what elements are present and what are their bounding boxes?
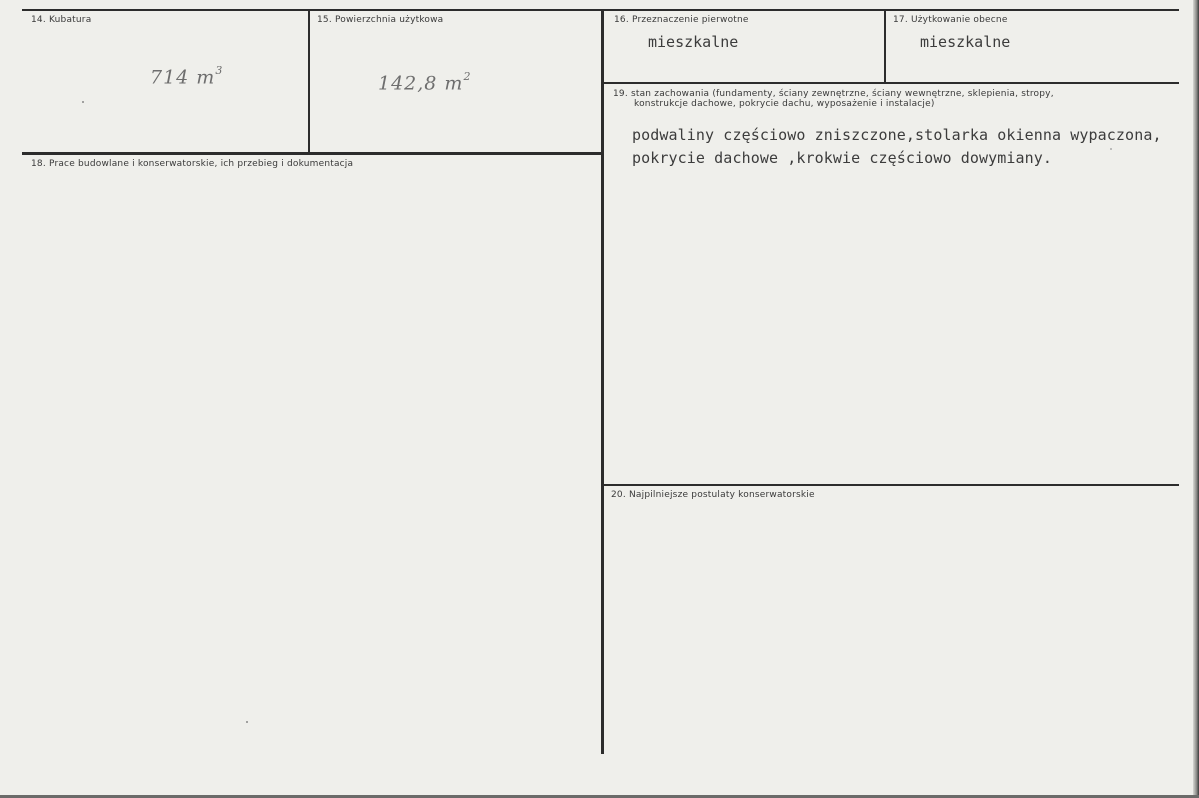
field-15-value-text: 142,8 m [378, 72, 464, 95]
field-14-label: 14. Kubatura [31, 15, 92, 25]
card-right-edge [1193, 0, 1199, 798]
field-15-value [378, 72, 471, 94]
paper-speck [82, 101, 84, 103]
field-14-value-sup: 3 [215, 64, 224, 77]
rule-above-18 [22, 152, 602, 155]
divider-14-15 [308, 9, 310, 154]
field-19-label-line2: konstrukcje dachowe, pokrycie dachu, wyposażenie i instalacje) [634, 99, 935, 109]
field-16-label: 16. Przeznaczenie pierwotne [614, 15, 749, 25]
rule-above-20 [604, 484, 1179, 486]
field-20-label: 20. Najpilniejsze postulaty konserwatorskie [611, 490, 815, 500]
field-18-label: 18. Prace budowlane i konserwatorskie, ich przebieg i dokumentacja [31, 159, 354, 169]
field-14-value-text: 714 m [150, 66, 216, 89]
divider-16-17 [884, 9, 886, 83]
field-15-label: 15. Powierzchnia użytkowa [317, 15, 444, 25]
field-16-value: mieszkalne [648, 33, 739, 51]
paper-speck [246, 721, 248, 723]
field-19-text-line2: pokrycie dachowe ,krokwie częściowo dowymiany. [632, 149, 1053, 167]
field-17-value: mieszkalne [920, 33, 1011, 51]
divider-left-right [601, 9, 604, 754]
paper-speck [1110, 148, 1112, 150]
field-19-label-line1: 19. stan zachowania (fundamenty, ściany zewnętrzne, ściany wewnętrzne, sklepienia, stropy, [613, 89, 1054, 99]
field-14-value [150, 66, 223, 88]
field-15-value-sup: 2 [463, 70, 472, 83]
field-17-label: 17. Użytkowanie obecne [893, 15, 1008, 25]
field-19-text-line1: podwaliny częściowo zniszczone,stolarka okienna wypaczona, [632, 126, 1162, 144]
rule-above-19 [604, 82, 1179, 84]
